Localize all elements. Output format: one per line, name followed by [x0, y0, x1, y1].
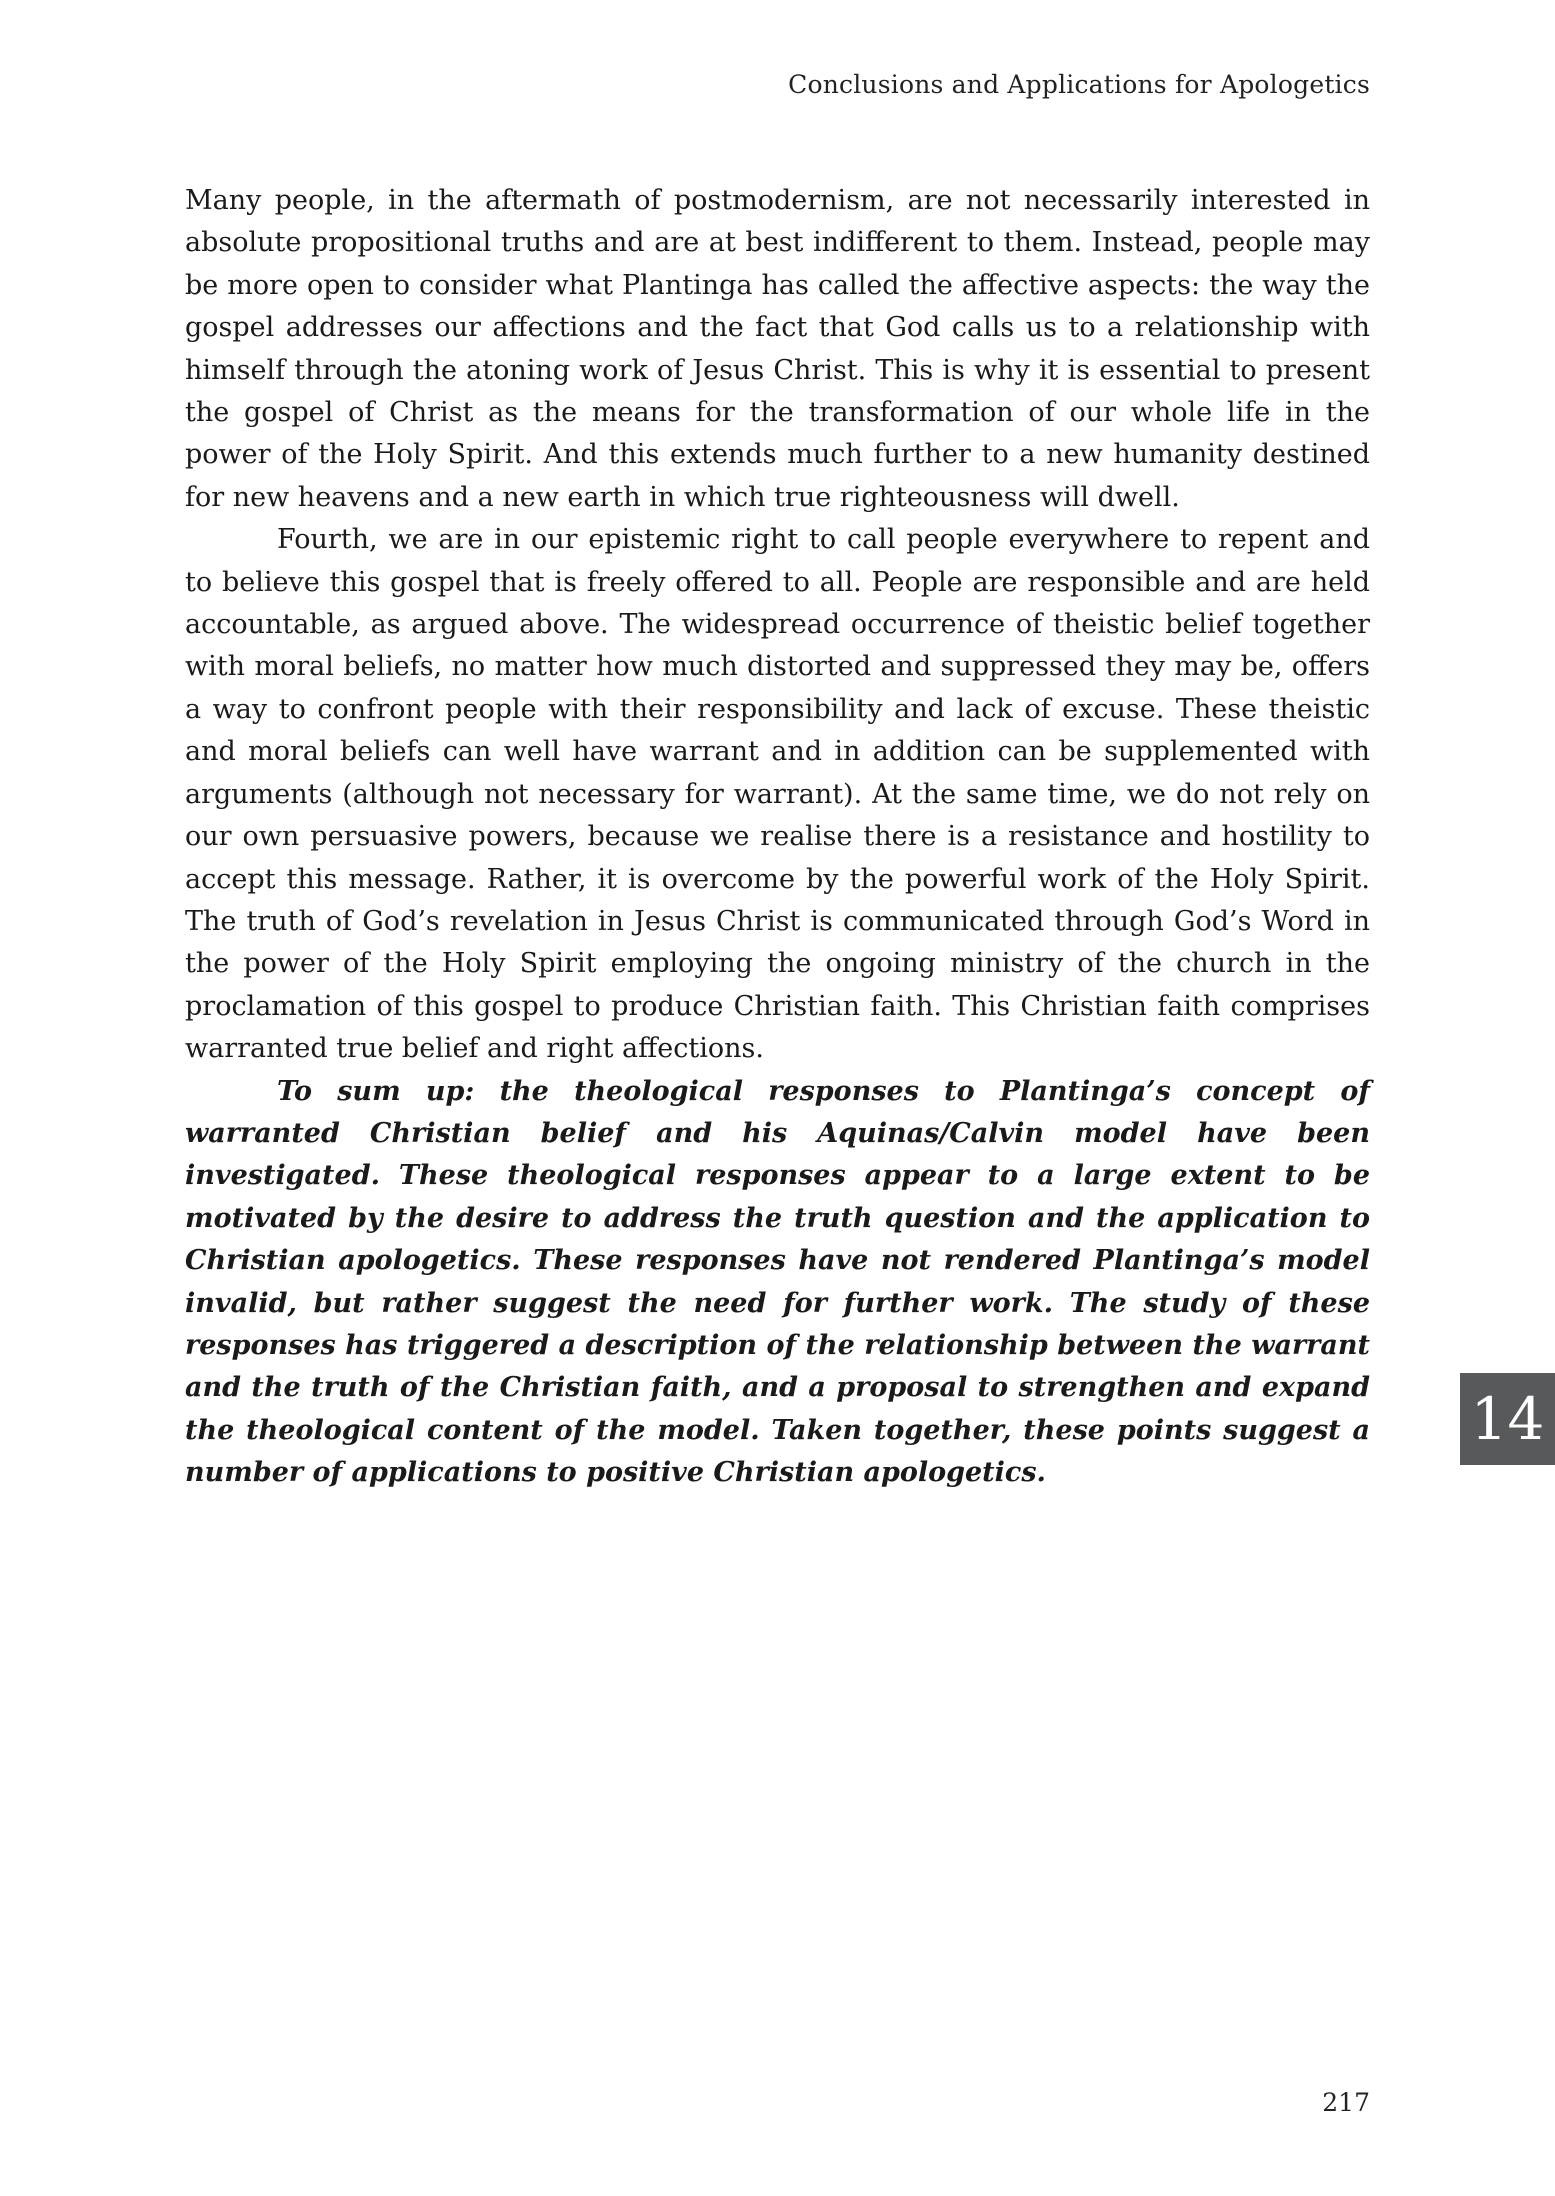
main-text — [185, 180, 1370, 1495]
page-number: 217 — [1322, 2088, 1370, 2117]
chapter-tab: 14 — [1460, 1373, 1555, 1465]
paragraph: Fourth, we are in our epistemic right to call people everywhere to repent and to believe this gospel that is freely offered to all. People are responsible and are held accountable, as argued above. The widespread occurrence of theistic belief together with moral beliefs, no matter how much distorted and suppressed they may be, offers a way to confront people with their responsibility and lack of excuse. These theistic and moral beliefs can well have warrant and in addition can be supplemented with arguments (although not necessary for warrant). At the same time, we do not rely on our own persuasive powers, because we realise there is a resistance and hostility to accept this message. Rather, it is overcome by the powerful work of the Holy Spirit. The truth of God’s revelation in Jesus Christ is communicated through God’s Word in the power of the Holy Spirit employing the ongoing ministry of the church in the proclamation of this gospel to produce Christian faith. This Christian faith comprises warranted true belief and right affections. — [185, 524, 1370, 1065]
paragraph: Many people, in the aftermath of postmodernism, are not necessarily interested in absolute propositional truths and are at best indifferent to them. Instead, people may be more open to consider what Plantinga has called the affective aspects: the way the gospel addresses our affections and the fact that God calls us to a relationship with himself through the atoning work of Jesus Christ. This is why it is essential to present the gospel of Christ as the means for the transformation of our whole life in the power of the Holy Spirit. And this extends much further to a new humanity destined for new heavens and a new earth in which true righteousness will dwell. — [185, 185, 1370, 513]
summary-paragraph: To sum up: the theological responses to Plantinga’s concept of warranted Christian belief and his Aquinas/Calvin model have been investigated. These theological responses appear to a large extent to be motivated by the desire to address the truth question and the application to Christian apologetics. These responses have not rendered Plantinga’s model invalid, but rather suggest the need for further work. The study of these responses has triggered a description of the relationship between the warrant and the truth of the Christian faith, and a proposal to strengthen and expand the theological content of the model. Taken together, these points suggest a number of applications to positive Christian apologetics. — [185, 1075, 1370, 1489]
running-header: Conclusions and Applications for Apologetics — [788, 70, 1370, 99]
